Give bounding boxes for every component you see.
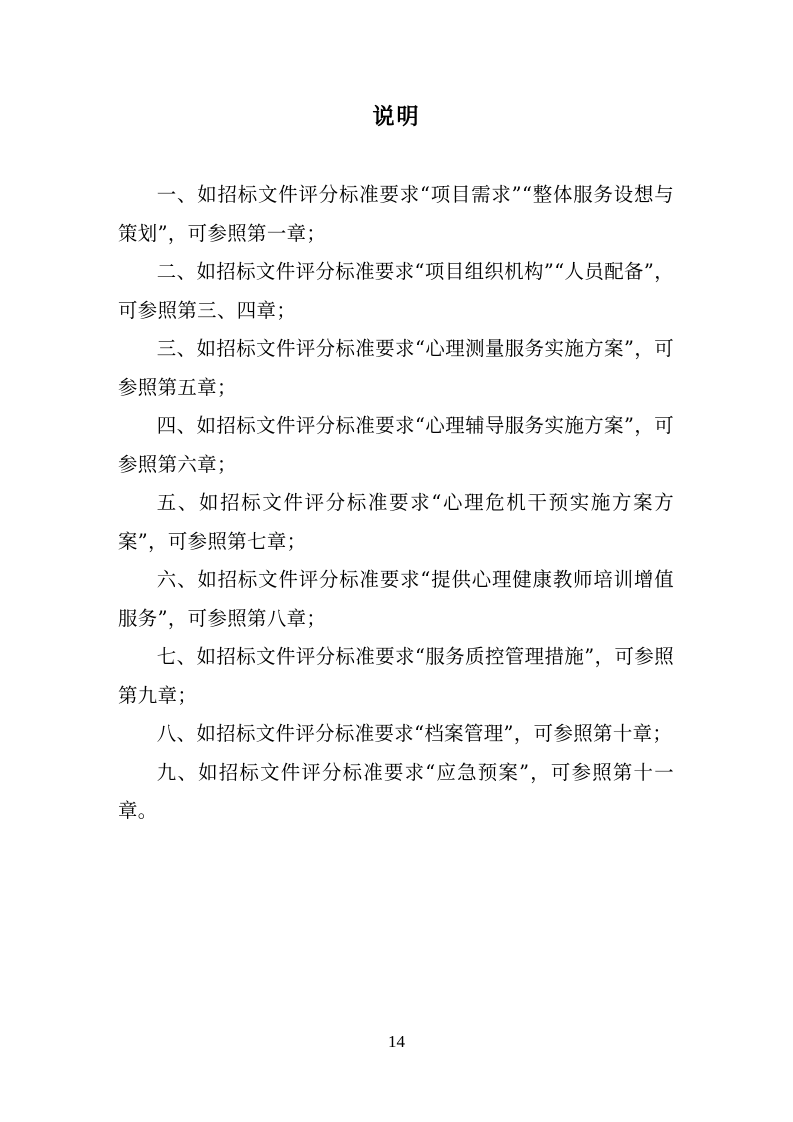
- page-title: 说明: [372, 104, 421, 130]
- instruction-paragraph-4: 四、如招标文件评分标准要求“心理辅导服务实施方案”，可参照第六章；: [118, 414, 674, 476]
- instruction-paragraph-5: 五、如招标文件评分标准要求“心理危机干预实施方案方案”，可参照第七章；: [118, 491, 674, 553]
- page-number: 14: [388, 1032, 405, 1051]
- instruction-paragraph-8: 八、如招标文件评分标准要求“档案管理”，可参照第十章；: [156, 722, 673, 745]
- instruction-paragraph-3: 三、如招标文件评分标准要求“心理测量服务实施方案”，可参照第五章；: [118, 337, 674, 399]
- instruction-paragraph-2: 二、如招标文件评分标准要求“项目组织机构”“人员配备”，可参照第三、四章；: [118, 260, 674, 322]
- instruction-paragraph-6: 六、如招标文件评分标准要求“提供心理健康教师培训增值服务”，可参照第八章；: [118, 568, 674, 630]
- instruction-paragraph-1: 一、如招标文件评分标准要求“项目需求”“整体服务设想与策划”，可参照第一章；: [118, 183, 674, 245]
- instructions-body: [118, 176, 674, 831]
- instruction-paragraph-9: 九、如招标文件评分标准要求“应急预案”，可参照第十一章。: [118, 760, 674, 822]
- instruction-paragraph-7: 七、如招标文件评分标准要求“服务质控管理措施”，可参照第九章；: [118, 645, 674, 707]
